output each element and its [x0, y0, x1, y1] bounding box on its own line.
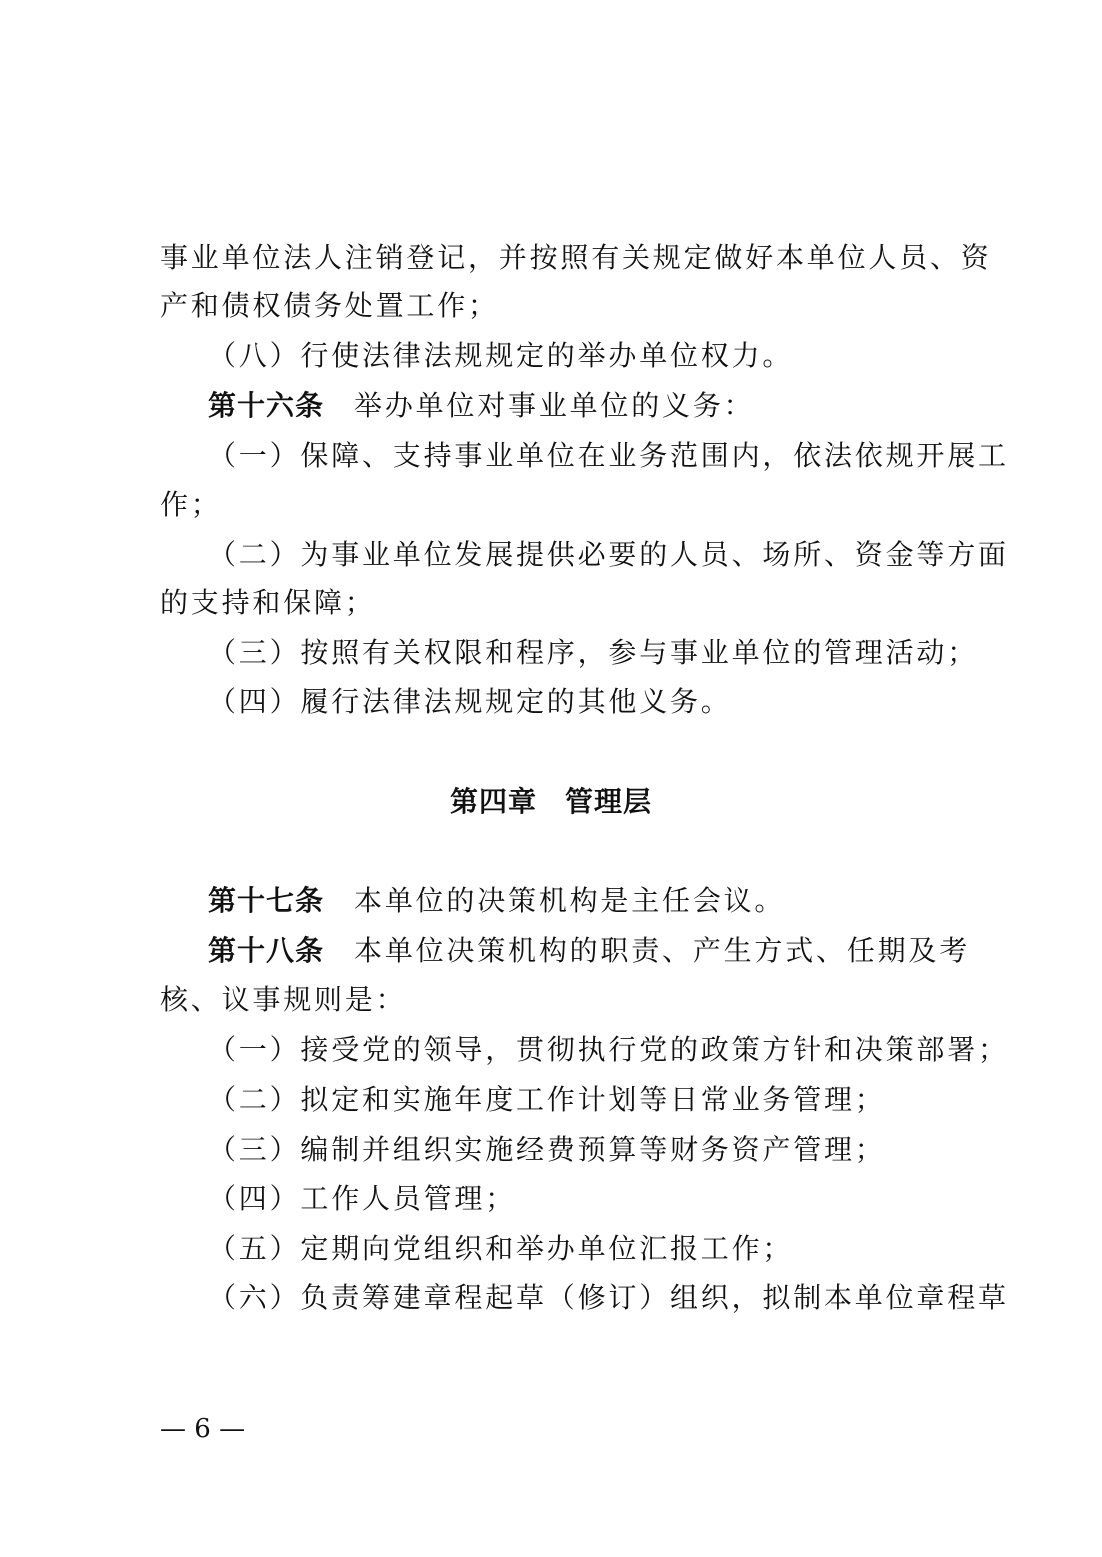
text-line: （二）拟定和实施年度工作计划等日常业务管理；	[208, 1083, 886, 1116]
chapter-heading	[0, 786, 1102, 818]
article-heading: 第十八条	[208, 934, 325, 967]
text-line: （五）定期向党组织和举办单位汇报工作；	[208, 1232, 794, 1265]
chapter-title: 管理层	[565, 785, 653, 818]
text-line: （二）为事业单位发展提供必要的人员、场所、资金等方面	[208, 538, 1009, 571]
chapter-number: 第四章	[449, 785, 537, 818]
text-line: （一）保障、支持事业单位在业务范围内，依法依规开展工	[208, 439, 1009, 472]
text-line: （三）编制并组织实施经费预算等财务资产管理；	[208, 1133, 886, 1166]
text-line: 产和债权债务处置工作；	[160, 289, 499, 322]
text-line: （三）按照有关权限和程序，参与事业单位的管理活动；	[208, 636, 979, 669]
text-line: （一）接受党的领导，贯彻执行党的政策方针和决策部署；	[208, 1033, 1009, 1066]
text-line: 本单位的决策机构是主任会议。	[354, 884, 786, 917]
article-16	[208, 390, 754, 422]
page-number: — 6 —	[160, 1414, 246, 1444]
text-line: （六）负责筹建章程起草（修订）组织，拟制本单位章程草	[208, 1281, 1009, 1314]
article-18	[208, 935, 970, 967]
text-line: 作；	[160, 488, 222, 521]
text-line: 的支持和保障；	[160, 586, 376, 619]
text-line: 举办单位对事业单位的义务：	[354, 389, 755, 422]
text-line: （四）工作人员管理；	[208, 1182, 517, 1215]
text-line: （四）履行法律法规规定的其他义务。	[208, 685, 732, 718]
text-line: 核、议事规则是：	[160, 983, 407, 1016]
article-heading: 第十七条	[208, 884, 325, 917]
text-line: 事业单位法人注销登记，并按照有关规定做好本单位人员、资	[160, 241, 992, 274]
article-heading: 第十六条	[208, 389, 325, 422]
text-line: （八）行使法律法规规定的举办单位权力。	[208, 339, 794, 372]
text-line: 本单位决策机构的职责、产生方式、任期及考	[354, 934, 971, 967]
article-17	[208, 885, 785, 917]
